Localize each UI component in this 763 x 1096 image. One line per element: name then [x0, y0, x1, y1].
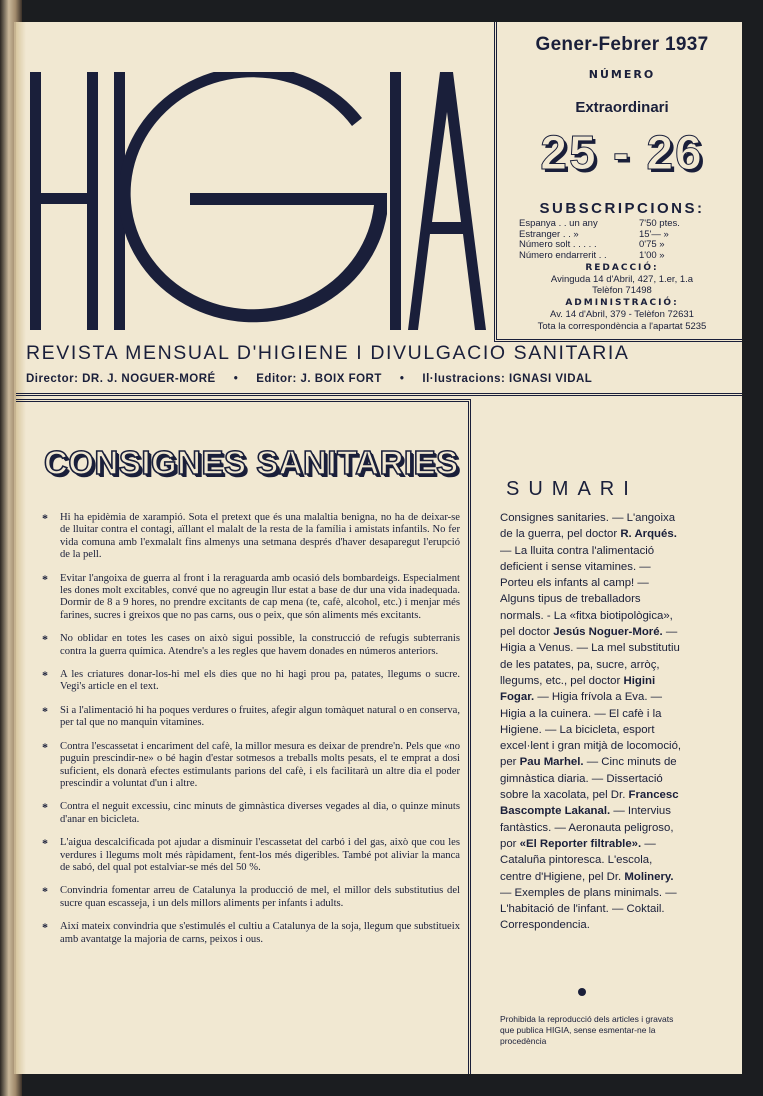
sumari-segment: — Intervius fantàstics. — Aeronauta peligroso, por — [500, 805, 674, 850]
consigna-text: No oblidar en totes les cases on això sigui possible, la construcció de refugis subterranis contra la guerra química. Atendre's a les regles que havem donades en números anteriors. — [60, 633, 460, 657]
consigna-text: Si a l'alimentació hi ha poques verdures o fruites, afegir algun tomàquet natural o en conserva, per tal que no manquin vitamines. — [60, 704, 460, 729]
correspondence-line: Tota la correspondència a l'apartat 5235 — [537, 321, 707, 332]
price-row: Estranger . . » 15'— » — [519, 228, 669, 240]
asterisk-marker: * — [42, 920, 48, 935]
consigna-item — [42, 921, 460, 946]
sumari-segment: — Cinc minuts de gimnàstica diaria. — Dissertació sobre la xacolata, pel Dr. — [500, 756, 677, 802]
sumari-author: Francesc Bascompte Lakanal. — [500, 789, 679, 818]
sumari-segment: — Higia frívola a Eva. — Higia a la cuinera. — El cafè i la Higiene. — La bicicleta, esport excel·lent i gran mitjà de locomoció, per — [500, 691, 682, 769]
consigna-item — [42, 669, 460, 694]
issue-number: 25 - 26 — [540, 127, 704, 180]
consigna-item — [42, 633, 460, 658]
sumari-author: R. Arqués. — [620, 528, 677, 541]
sumari-author: Higini Fogar. — [500, 674, 656, 704]
consigna-text: Convindria fomentar arreu de Catalunya la producció de mel, el millor dels substitutius del sucre quan escasseja, i un dels millors aliments per infants i adults. — [60, 885, 460, 909]
sumari-author: «El Reporter filtrable». — [519, 837, 642, 850]
illustrator-credit: Il·lustracions: IGNASI VIDAL — [422, 373, 593, 385]
consigna-text: L'aigua descalcificada pot ajudar a disminuir l'escassetat del carbó i del gas, això que cou les verdures i llegums molt més ràpidament, fent-los més digeribles. També pot aliviar la manca de sabó, del qual pot estalviar-se més del 50 %. — [60, 837, 460, 873]
sumari-text — [500, 510, 682, 934]
administracio-address: Av. 14 d'Abril, 379 - Telèfon 72631 — [550, 309, 694, 320]
issue-date: Gener-Febrer 1937 — [535, 34, 709, 55]
separator: • — [233, 373, 239, 385]
consigna-item — [42, 705, 460, 730]
consigna-item — [42, 741, 460, 791]
editor-credit: Editor: J. BOIX FORT — [256, 373, 382, 385]
asterisk-marker: * — [42, 739, 48, 754]
consignes-list — [42, 512, 460, 957]
sumari-author: Pau Marhel. — [519, 756, 584, 769]
redaccio-title: REDACCIÓ: — [585, 263, 659, 273]
divider-rule — [16, 393, 742, 397]
magazine-subtitle: REVISTA MENSUAL D'HIGIENE I DIVULGACIO SANITARIA — [26, 342, 630, 364]
reproduction-notice: Prohibida la reproducció dels articles i gravats que publica HIGIA, sense esmentar-ne la procedència — [500, 1014, 674, 1046]
consigna-text: Així mateix convindria que s'estimulés el cultiu a Catalunya de la soja, llegum que substitueix amb avantatge la majoria de carns, peixos i ous. — [60, 921, 460, 945]
sumari-segment: — La lluita contra l'alimentació deficient i sense vitamines. — Porteu els infants al camp! — Alguns tipus de treballadors normals. - La «fitxa biotipològica», pel doctor — [500, 544, 673, 639]
asterisk-marker: * — [42, 884, 48, 899]
consigna-item — [42, 801, 460, 826]
redaccio-address: Avinguda 14 d'Abril, 427, 1.er, 1.a — [550, 274, 694, 285]
sumari-segment: Consignes sanitaries. — L'angoixa de la guerra, pel doctor — [500, 512, 676, 541]
sumari-segment: — Higia a Venus. — La mel substitutiu de les patates, pa, sucre, arròç, llegums, etc., pel doctor — [500, 626, 680, 687]
consigna-item — [42, 573, 460, 623]
sumari-segment: — Cataluña pintoresca. L'escola, centre d'Higiene, pel Dr. — [500, 837, 656, 883]
consigna-item — [42, 885, 460, 910]
asterisk-marker: * — [42, 668, 48, 683]
asterisk-marker: * — [42, 632, 48, 647]
magazine-cover-page — [14, 22, 742, 1074]
director-credit: Director: DR. J. NOGUER-MORÉ — [26, 373, 216, 385]
bullet-dot — [578, 988, 586, 996]
higia-logo — [30, 72, 486, 354]
price-row: Número solt . . . . . 0'75 » — [519, 239, 665, 250]
sumari-author: Molinery. — [624, 870, 674, 883]
sumari-title: SUMARI — [506, 478, 638, 500]
issue-edition: Extraordinari — [575, 99, 669, 116]
asterisk-marker: * — [42, 511, 48, 525]
consigna-text: Contra l'escassetat i encariment del cafè, la millor mesura es deixar de prendre'n. Pels que «no puguin prescindir-ne» o bé hagin d'estar sotmesos a treballs molts pesats, el te emprat a dosi suficient, els donarà efectes estimulants parions del cafè, i els facilitarà un altre dia el poder prescindir a voluntat d'un i altre. — [60, 740, 460, 789]
consigna-text: Contra el neguit excessiu, cinc minuts de gimnàstica diverses vegades al dia, o quinze minuts d'anar en bicicleta. — [60, 801, 460, 825]
consigna-text: Hi ha epidèmia de xarampió. Sota el pretext que és una malaltia benigna, no ha de deixar-se de lluitar contra el contagi, aïllant el malalt de la resta de la família i amistats infantils. No fer vida comuna amb l'exmalalt fins almenys una setmana després d'haver desaparegut l'erupció de la pell. — [60, 512, 460, 561]
issue-number-label: NÚMERO — [588, 68, 656, 81]
consigna-text: A les criatures donar-los-hi mel els dies que no hi hagi prou pa, patates, llegums o sucre. Vegi's article en el text. — [60, 669, 460, 693]
issue-info-box — [494, 22, 742, 342]
price-row: Número endarrerit . . 1'00 » — [519, 249, 665, 261]
sumari-segment: — Exemples de plans minimals. — L'habitació de l'infant. — Coktail. Correspondencia. — [500, 886, 677, 932]
consigna-text: Evitar l'angoixa de guerra al front i la reraguarda amb ocasió dels bombardeigs. Especialment les dones molt excitables, convé que no agreugin llur estat a base de dur una vida inadequada. Dormir de 8 a 9 hores, no prendre excitants de cap mena (te, cafè, alcohol, etc.) i menjar més farines, sucres i greixos que no pas carns, ous o peix, que són aliments més excitants. — [60, 572, 460, 621]
price-row: Espanya . . un any 7'50 ptes. — [519, 218, 680, 229]
consignes-column — [16, 399, 471, 1074]
consigna-item — [42, 837, 460, 874]
credits-line — [26, 373, 742, 385]
redaccio-phone: Telèfon 71498 — [592, 285, 652, 296]
sumari-author: Jesús Noguer-Moré. — [553, 626, 663, 639]
asterisk-marker: * — [42, 800, 48, 815]
separator: • — [399, 373, 405, 385]
asterisk-marker: * — [42, 836, 48, 851]
consignes-heading: CONSIGNES SANITARIES — [44, 444, 459, 481]
subscriptions-title: SUBSCRIPCIONS: — [539, 200, 705, 217]
asterisk-marker: * — [42, 703, 48, 718]
subscription-prices — [519, 219, 709, 261]
asterisk-marker: * — [42, 571, 48, 586]
consigna-item — [42, 512, 460, 562]
administracio-title: ADMINISTRACIÓ: — [565, 298, 679, 308]
